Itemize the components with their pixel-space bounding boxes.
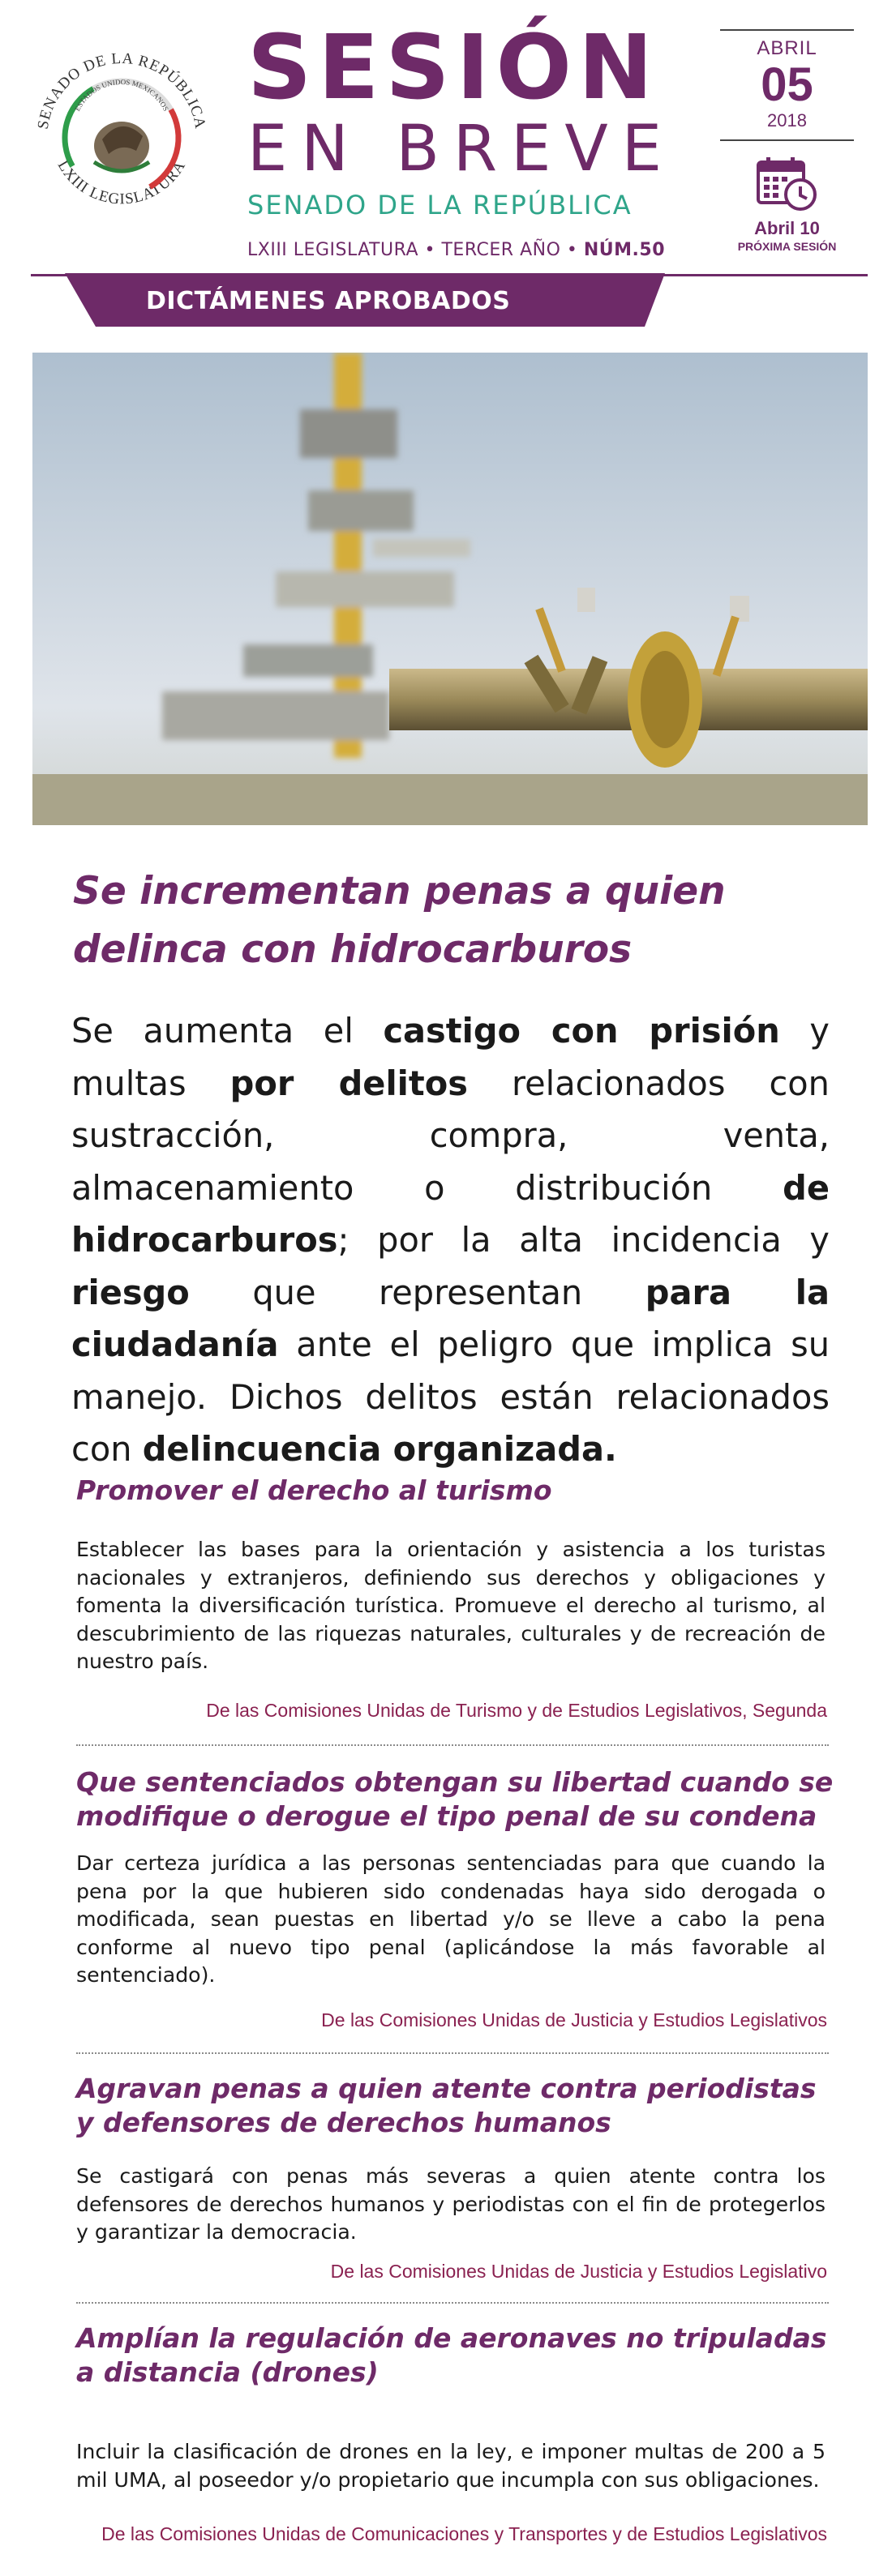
svg-text:SENADO DE LA REPÚBLICA: SENADO DE LA REPÚBLICA <box>34 49 209 131</box>
date-bottom-rule <box>720 139 854 141</box>
senado-name: SENADO DE LA REPÚBLICA <box>247 190 633 220</box>
lead-text: relacionados con sustracción, compra, venta, almacenamiento o distribución <box>71 1063 830 1208</box>
lead-title: Se incrementan penas a quien delinca con hidrocarburos <box>73 869 726 972</box>
lead-body <box>71 1005 830 1476</box>
item-source: De las Comisiones Unidas de Turismo y de Estudios Legislativos, Segunda <box>206 1700 827 1721</box>
next-session-label: PRÓXIMA SESIÓN <box>737 240 837 253</box>
lead-emphasis: castigo con prisión <box>383 1011 780 1051</box>
item-divider <box>76 2052 829 2054</box>
newsletter-title: SESIÓN <box>247 15 660 119</box>
section-label: DICTÁMENES APROBADOS <box>146 287 511 315</box>
lead-emphasis: por delitos <box>229 1063 468 1103</box>
next-session-date: Abril 10 <box>754 218 820 238</box>
item-title: Que sentenciados obtengan su libertad cuando se modifique o derogue el tipo penal de su condena <box>76 1766 834 1832</box>
lead-emphasis: riesgo <box>71 1272 190 1312</box>
item-title: Promover el derecho al turismo <box>76 1474 552 1506</box>
item-body: Dar certeza jurídica a las personas sentenciadas para que cuando la pena por la que hubieren sido condenadas haya sido derogada o modificada, sean puestas en libertad y/o se lleve a cabo la pena conforme al nuevo tipo penal (aplicándose la más favorable al sentenciado). <box>76 1851 826 1987</box>
calendar-clock-icon <box>757 156 818 212</box>
lead-text: Se aumenta el <box>71 1011 384 1051</box>
newsletter-subtitle: EN BREVE <box>247 113 676 186</box>
item-source: De las Comisiones Unidas de Justicia y Estudios Legislativo <box>330 2261 827 2282</box>
item-title: Amplían la regulación de aeronaves no tripuladas a distancia (drones) <box>76 2322 827 2388</box>
pipeline-photo <box>32 353 868 825</box>
date-year: 2018 <box>767 110 807 131</box>
item-source: De las Comisiones Unidas de Justicia y Estudios Legislativos <box>321 2009 827 2030</box>
legislatura-info <box>247 238 701 263</box>
item-source: De las Comisiones Unidas de Comunicaciones y Transportes y de Estudios Legislativos <box>101 2523 827 2544</box>
date-day: 05 <box>761 58 813 111</box>
legislatura-text: LXIII LEGISLATURA • TERCER AÑO • <box>247 240 578 260</box>
date-box <box>720 29 854 255</box>
issue-number: NÚM.50 <box>583 240 666 260</box>
item-body: Se castigará con penas más severas a quien atente contra los defensores de derechos humanos y periodistas con el fin de protegerlos y garantizar la democracia. <box>76 2164 826 2244</box>
date-top-rule <box>720 29 854 31</box>
svg-text:LXIII LEGISLATURA: LXIII LEGISLATURA <box>54 157 190 208</box>
item-divider <box>76 2302 829 2304</box>
item-title: Agravan penas a quien atente contra periodistas y defensores de derechos humanos <box>76 2073 817 2138</box>
item-body: Establecer las bases para la orientación y asistencia a los turistas nacionales y extranjeros, definiendo sus derechos y obligaciones y fomenta la diversificación turística. Promueve el derecho al turismo, al descubrimiento de las riquezas naturales, culturales y de recreación de nuestro país. <box>76 1538 826 1673</box>
lead-emphasis: para la ciudadanía <box>71 1272 830 1364</box>
svg-text:ESTADOS UNIDOS MEXICANOS: ESTADOS UNIDOS MEXICANOS <box>73 77 170 113</box>
senado-seal-logo <box>24 41 219 235</box>
masthead <box>247 15 701 263</box>
date-month: ABRIL <box>757 37 817 59</box>
lead-emphasis: de hidrocarburos <box>71 1167 830 1260</box>
lead-emphasis: delincuencia organizada. <box>142 1429 617 1469</box>
lead-text: ante el peligro que implica su manejo. Dichos delitos están relacionados con <box>71 1324 830 1469</box>
item-body: Incluir la clasificación de drones en la ley, e imponer multas de 200 a 5 mil UMA, al poseedor y/o propietario que incumpla con sus obligaciones. <box>76 2440 826 2492</box>
lead-text: y multas <box>71 1011 830 1103</box>
item-divider <box>76 1744 829 1746</box>
lead-text: que representan <box>189 1272 645 1312</box>
lead-text: ; por la alta incidencia y <box>337 1220 830 1260</box>
